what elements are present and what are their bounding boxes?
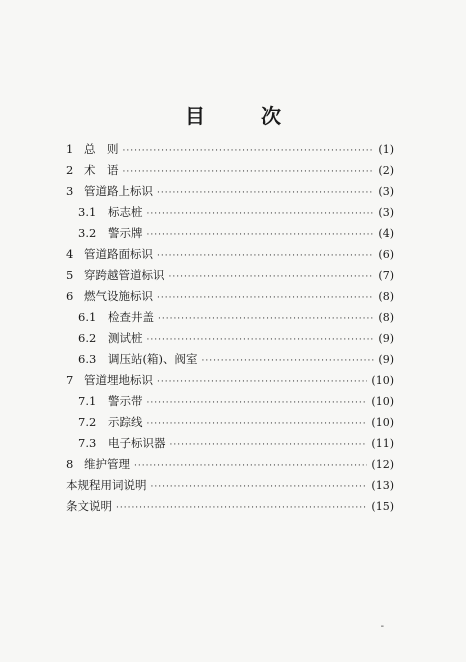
toc-entry-1[interactable] bbox=[66, 139, 394, 159]
toc-leader-dots bbox=[157, 183, 374, 203]
toc-entry-label: 管道埋地标识 bbox=[84, 373, 153, 387]
toc-entry-label: 燃气设施标识 bbox=[84, 289, 153, 303]
toc-entry-page: (8) bbox=[378, 311, 394, 324]
toc-entry-page: (3) bbox=[378, 185, 394, 198]
toc-entry-number: 2 bbox=[66, 163, 74, 177]
toc-leader-dots bbox=[169, 267, 375, 287]
toc-entry-label: 调压站(箱)、阀室 bbox=[108, 352, 198, 366]
toc-entry-label: 电子标识器 bbox=[108, 436, 166, 450]
toc-entry-wording-explanation[interactable] bbox=[66, 475, 394, 495]
toc-entry-label: 检查井盖 bbox=[108, 310, 154, 324]
toc-entry-page: (12) bbox=[371, 458, 394, 471]
toc-leader-dots bbox=[147, 204, 375, 224]
toc-entry-label: 术 语 bbox=[84, 163, 119, 177]
toc-entry-number: 6.2 bbox=[78, 331, 97, 345]
toc-leader-dots bbox=[116, 498, 367, 518]
toc-entry-number: 7.2 bbox=[78, 415, 97, 429]
toc-entry-page: (4) bbox=[378, 227, 394, 240]
toc-leader-dots bbox=[147, 414, 368, 434]
toc-entry-4[interactable] bbox=[66, 244, 394, 264]
toc-entry-number: 3.1 bbox=[78, 205, 97, 219]
toc-entry-page: (1) bbox=[378, 143, 394, 156]
page-footer-mark: - bbox=[380, 621, 384, 632]
toc-entry-page: (9) bbox=[378, 332, 394, 345]
toc-entry-number: 5 bbox=[66, 268, 74, 282]
toc-entry-7-1[interactable] bbox=[78, 391, 394, 411]
toc-entry-number: 3 bbox=[66, 184, 74, 198]
toc-entry-label: 条文说明 bbox=[66, 499, 112, 513]
toc-entry-label: 穿跨越管道标识 bbox=[84, 268, 165, 282]
toc-leader-dots bbox=[123, 162, 375, 182]
toc-entry-page: (2) bbox=[378, 164, 394, 177]
toc-leader-dots bbox=[170, 435, 368, 455]
toc-leader-dots bbox=[123, 141, 375, 161]
toc-leader-dots bbox=[151, 477, 368, 497]
toc-entry-label: 警示牌 bbox=[108, 226, 143, 240]
toc-entry-page: (10) bbox=[371, 416, 394, 429]
toc-entry-number: 8 bbox=[66, 457, 74, 471]
toc-leader-dots bbox=[157, 372, 367, 392]
toc-entry-5[interactable] bbox=[66, 265, 394, 285]
toc-entry-label: 管道路上标识 bbox=[84, 184, 153, 198]
toc-entry-7[interactable] bbox=[66, 370, 394, 390]
toc-entry-number: 7 bbox=[66, 373, 74, 387]
toc-entry-page: (10) bbox=[371, 374, 394, 387]
toc-leader-dots bbox=[157, 288, 374, 308]
toc-entry-page: (15) bbox=[371, 500, 394, 513]
toc-entry-number: 1 bbox=[66, 142, 74, 156]
toc-entry-page: (7) bbox=[378, 269, 394, 282]
toc-leader-dots bbox=[147, 225, 375, 245]
toc-entry-6-2[interactable] bbox=[78, 328, 394, 348]
toc-entry-label: 测试桩 bbox=[108, 331, 143, 345]
toc-entry-7-2[interactable] bbox=[78, 412, 394, 432]
toc-entry-3-1[interactable] bbox=[78, 202, 394, 222]
toc-entry-7-3[interactable] bbox=[78, 433, 394, 453]
toc-entry-page: (11) bbox=[371, 437, 394, 450]
toc-entry-6-3[interactable] bbox=[78, 349, 394, 369]
toc-entry-page: (6) bbox=[378, 248, 394, 261]
toc-entry-page: (8) bbox=[378, 290, 394, 303]
toc-leader-dots bbox=[157, 246, 374, 266]
toc-entry-article-explanation[interactable] bbox=[66, 496, 394, 516]
toc-entry-number: 6.3 bbox=[78, 352, 97, 366]
toc-leader-dots bbox=[147, 393, 368, 413]
toc-leader-dots bbox=[158, 309, 374, 329]
toc-entry-8[interactable] bbox=[66, 454, 394, 474]
toc-entry-label: 管道路面标识 bbox=[84, 247, 153, 261]
toc-entry-number: 6 bbox=[66, 289, 74, 303]
toc-entry-label: 总 则 bbox=[84, 142, 119, 156]
toc-entry-6[interactable] bbox=[66, 286, 394, 306]
toc-entry-page: (9) bbox=[378, 353, 394, 366]
toc-entry-label: 警示带 bbox=[108, 394, 143, 408]
toc-entry-label: 维护管理 bbox=[84, 457, 130, 471]
toc-entry-3[interactable] bbox=[66, 181, 394, 201]
toc-entry-label: 标志桩 bbox=[108, 205, 143, 219]
toc-entry-label: 本规程用词说明 bbox=[66, 478, 147, 492]
toc-entry-6-1[interactable] bbox=[78, 307, 394, 327]
toc-entry-number: 3.2 bbox=[78, 226, 97, 240]
toc-entry-page: (13) bbox=[371, 479, 394, 492]
toc-entry-2[interactable] bbox=[66, 160, 394, 180]
toc-entry-page: (3) bbox=[378, 206, 394, 219]
toc-entry-number: 6.1 bbox=[78, 310, 97, 324]
toc-leader-dots bbox=[147, 330, 375, 350]
toc-entry-label: 示踪线 bbox=[108, 415, 143, 429]
toc-leader-dots bbox=[134, 456, 367, 476]
toc-leader-dots bbox=[201, 351, 374, 371]
toc-entry-number: 7.3 bbox=[78, 436, 97, 450]
toc-entry-number: 7.1 bbox=[78, 394, 97, 408]
page-title: 目 次 bbox=[185, 104, 299, 128]
toc-entry-number: 4 bbox=[66, 247, 74, 261]
toc-entry-page: (10) bbox=[371, 395, 394, 408]
toc-entry-3-2[interactable] bbox=[78, 223, 394, 243]
